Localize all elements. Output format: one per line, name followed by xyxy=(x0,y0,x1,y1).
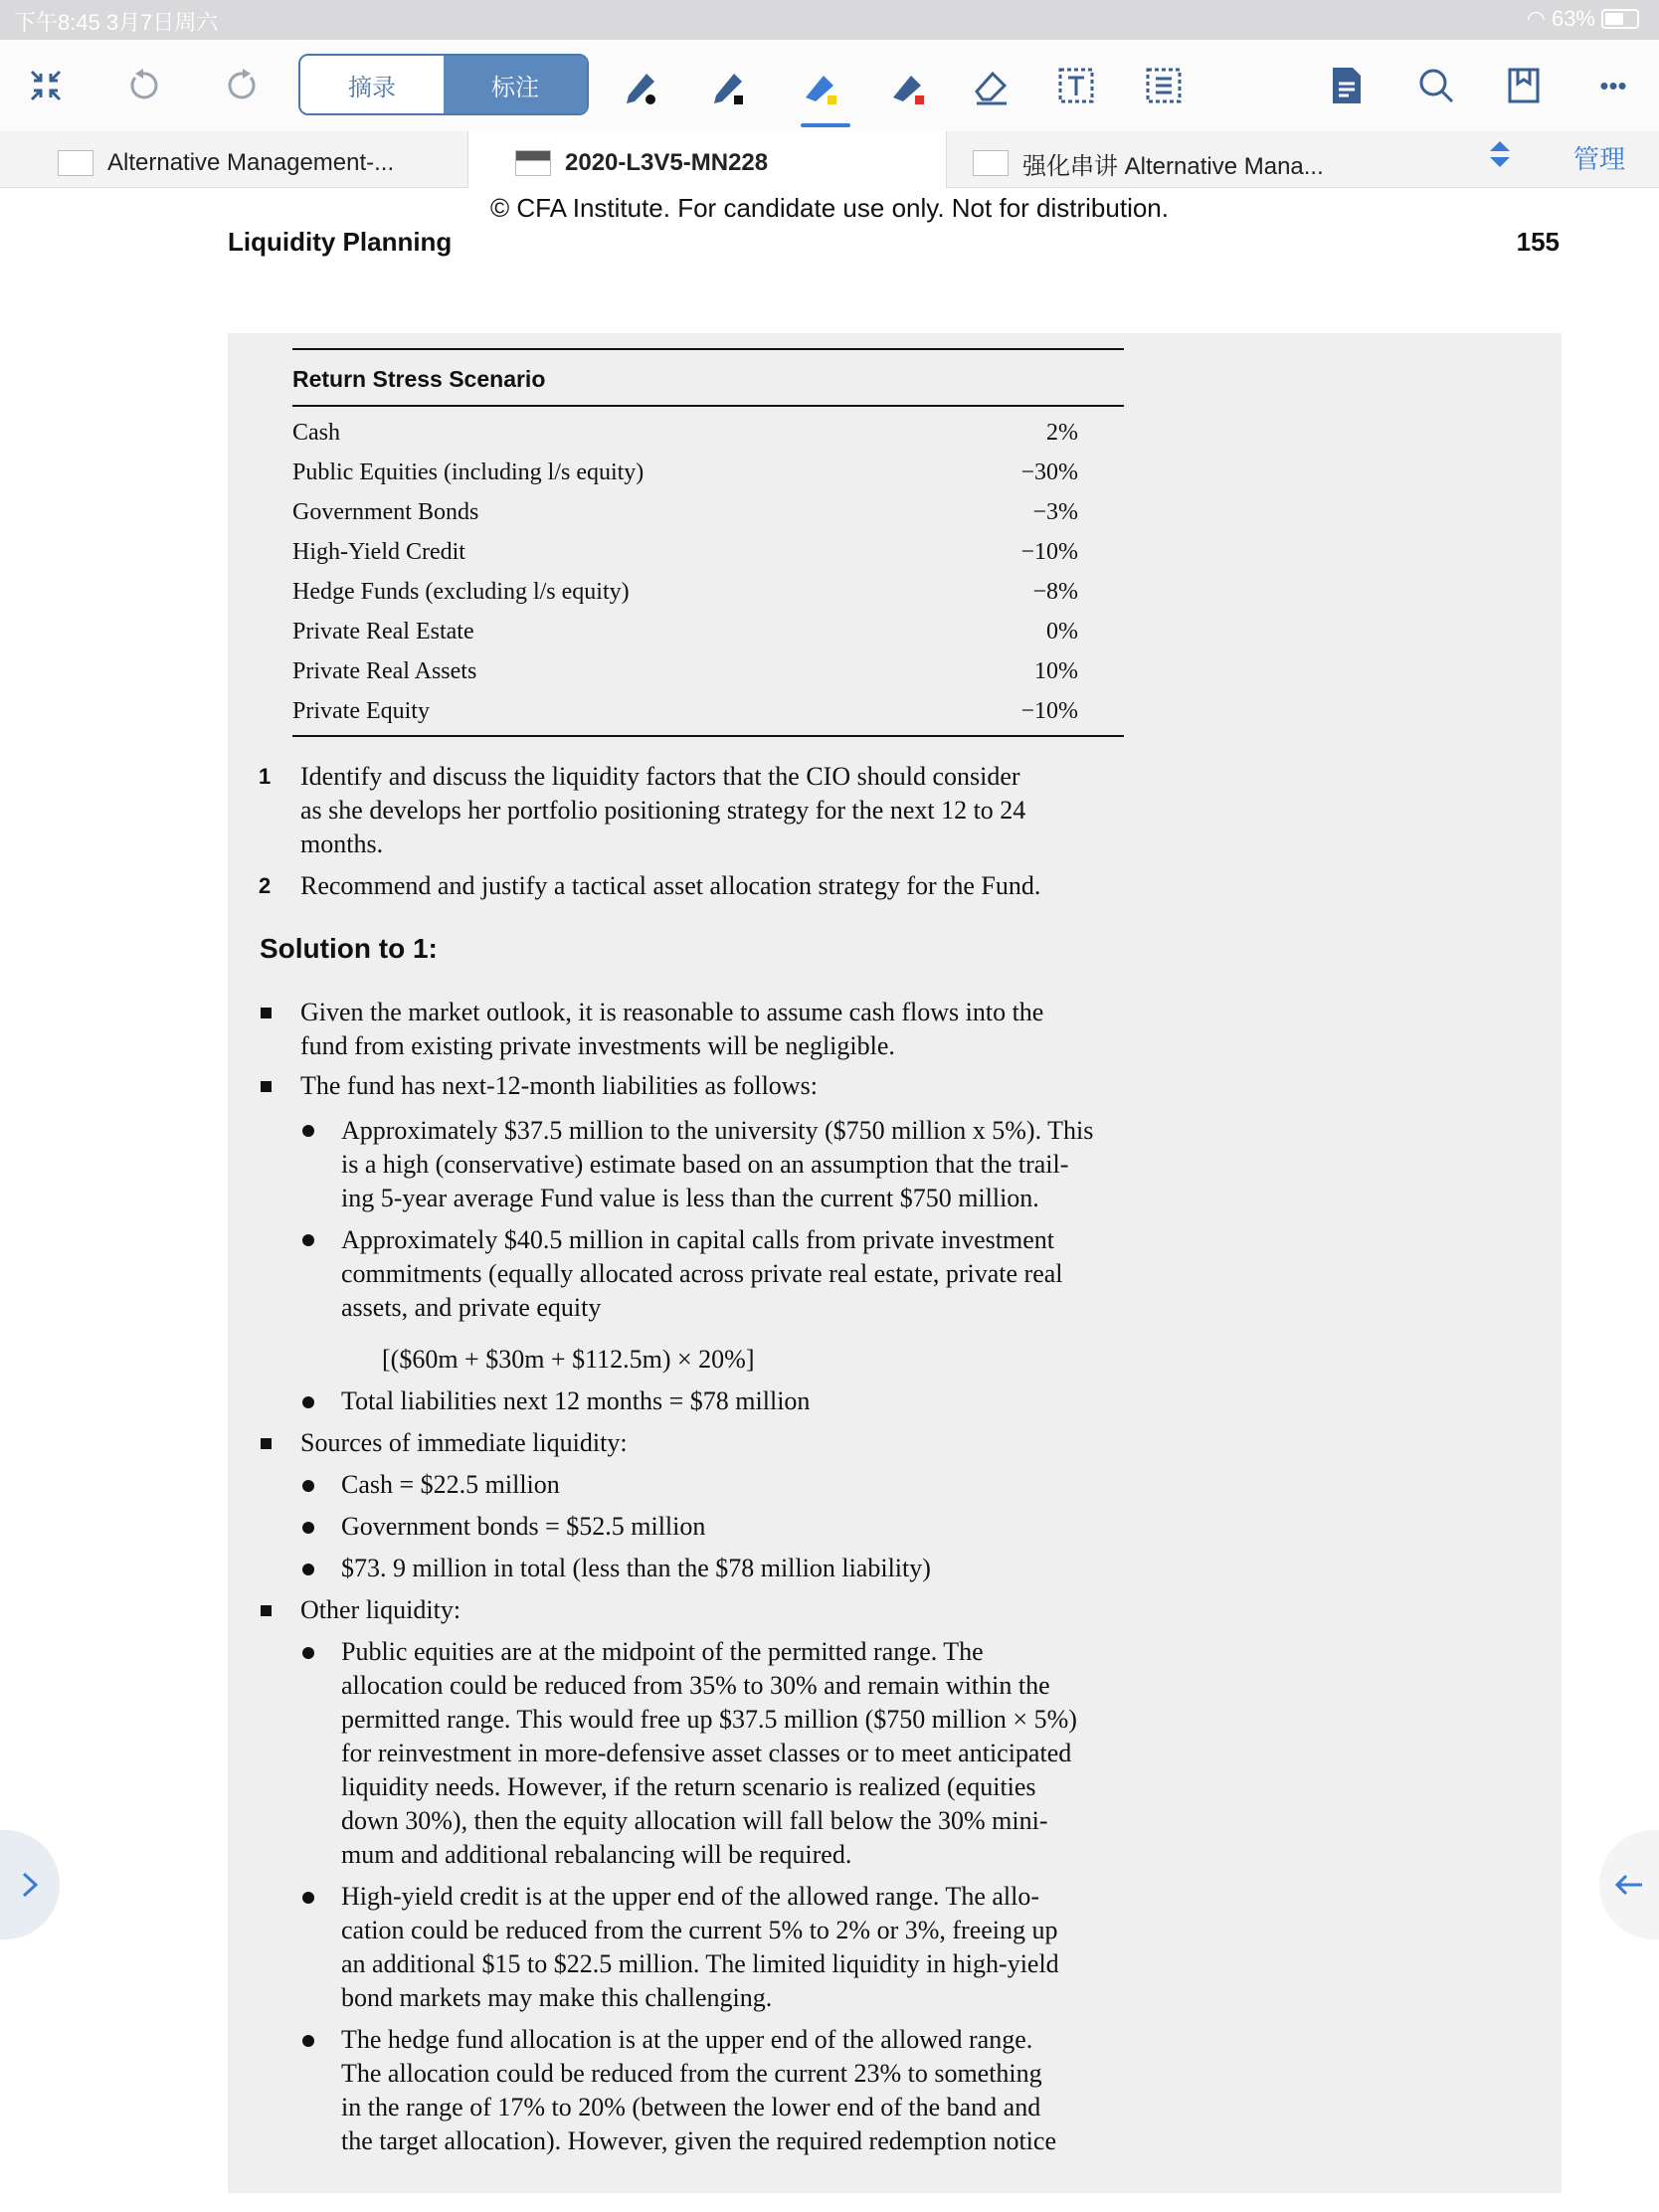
text-line: Recommend and justify a tactical asset allocation strategy for the Fund. xyxy=(300,871,1041,900)
text-line: an additional $15 to $22.5 million. The limited liquidity in high-yield xyxy=(341,1949,1059,1978)
collapse-icon[interactable] xyxy=(20,60,72,111)
solution-bullet-2 xyxy=(300,1069,818,1103)
row-label: Hedge Funds (excluding l/s equity) xyxy=(292,578,630,605)
solution-subbullet xyxy=(341,1552,931,1585)
solution-subbullet xyxy=(341,1880,1059,2015)
manage-tabs-button[interactable]: 管理 xyxy=(1572,144,1625,174)
toolbar xyxy=(0,40,1659,131)
text-line: is a high (conservative) estimate based on an assumption that the trail- xyxy=(341,1150,1069,1179)
table-row xyxy=(292,492,1124,532)
document-thumbnail-icon xyxy=(973,150,1009,176)
row-value: −10% xyxy=(1020,538,1078,565)
document-icon[interactable] xyxy=(1321,60,1373,111)
tab-label: Alternative Management-... xyxy=(107,149,395,176)
text-line: Cash = $22.5 million xyxy=(341,1470,560,1499)
text-line: down 30%), then the equity allocation will fall below the 30% mini- xyxy=(341,1806,1048,1835)
row-label: Private Equity xyxy=(292,697,430,724)
round-bullet-icon xyxy=(302,1480,314,1492)
solution-subbullet xyxy=(341,1468,560,1502)
text-line: in the range of 17% to 20% (between the lower end of the band and xyxy=(341,2093,1041,2121)
more-icon[interactable]: ••• xyxy=(1599,70,1627,100)
square-bullet-icon xyxy=(261,1605,272,1616)
text-line: Identify and discuss the liquidity factors that the CIO should consider xyxy=(300,762,1020,791)
text-line: fund from existing private investments will be negligible. xyxy=(300,1031,895,1060)
search-icon[interactable] xyxy=(1410,60,1462,111)
running-head: Liquidity Planning xyxy=(228,227,453,257)
row-label: Government Bonds xyxy=(292,498,479,525)
solution-subbullet xyxy=(341,2023,1056,2158)
row-value: −30% xyxy=(1020,459,1078,485)
redo-icon[interactable] xyxy=(217,60,269,111)
text-line: the target allocation). However, given the required redemption notice xyxy=(341,2126,1056,2155)
round-bullet-icon xyxy=(302,1396,314,1408)
status-right xyxy=(1527,6,1639,32)
highlighter-yellow-icon[interactable] xyxy=(796,60,847,111)
active-tool-indicator xyxy=(801,123,850,127)
text-line: bond markets may make this challenging. xyxy=(341,1983,773,2012)
solution-subbullet xyxy=(341,1384,810,1418)
square-bullet-icon xyxy=(261,1008,272,1018)
text-line: Sources of immediate liquidity: xyxy=(300,1428,628,1457)
segment-annotate[interactable]: 标注 xyxy=(444,56,587,113)
round-bullet-icon xyxy=(302,1234,314,1246)
tab-label: 强化串讲 Alternative Mana... xyxy=(1022,152,1324,180)
round-bullet-icon xyxy=(302,1522,314,1534)
row-value: 2% xyxy=(1046,419,1078,446)
return-stress-table xyxy=(292,348,1124,737)
solution-bullet-3 xyxy=(300,1426,628,1460)
text-line: Approximately $40.5 million in capital calls from private investment xyxy=(341,1225,1055,1254)
text-line: High-yield credit is at the upper end of the allowed range. The allo- xyxy=(341,1882,1039,1911)
row-label: Private Real Estate xyxy=(292,618,474,645)
solution-subbullet xyxy=(341,1223,1063,1325)
text-line: liquidity needs. However, if the return scenario is realized (equities xyxy=(341,1772,1036,1801)
wifi-icon: ◠ xyxy=(1526,6,1546,31)
round-bullet-icon xyxy=(302,1125,314,1137)
text-line: The hedge fund allocation is at the upper end of the allowed range. xyxy=(341,2025,1033,2054)
solution-bullet-4 xyxy=(300,1593,461,1627)
reorder-tabs-icon[interactable] xyxy=(1488,139,1512,176)
battery-percent: 63% xyxy=(1551,6,1595,31)
bookmark-icon[interactable] xyxy=(1498,60,1550,111)
question-number: 2 xyxy=(259,873,272,898)
text-line: The allocation could be reduced from the current 23% to something xyxy=(341,2059,1042,2088)
text-line: The fund has next-12-month liabilities as follows: xyxy=(300,1071,818,1100)
text-line: months. xyxy=(300,830,384,858)
round-bullet-icon xyxy=(302,1564,314,1575)
pen-icon[interactable] xyxy=(617,60,668,111)
text-line: for reinvestment in more-defensive asset classes or to meet anticipated xyxy=(341,1739,1072,1767)
list-select-icon[interactable] xyxy=(1138,60,1190,111)
solution-title: Solution to 1: xyxy=(260,933,438,964)
document-thumbnail-icon xyxy=(515,150,551,176)
table-row xyxy=(292,691,1124,731)
segment-excerpt[interactable]: 摘录 xyxy=(300,56,444,113)
text-line: Given the market outlook, it is reasonable to assume cash flows into the xyxy=(300,998,1044,1026)
row-label: Private Real Assets xyxy=(292,657,477,684)
status-time: 下午8:45 3月7日周六 xyxy=(14,10,219,35)
text-line: allocation could be reduced from 35% to 30% and remain within the xyxy=(341,1671,1050,1700)
solution-bullet-1 xyxy=(300,996,1043,1063)
text-line: mum and additional rebalancing will be required. xyxy=(341,1840,852,1869)
copyright-notice: © CFA Institute. For candidate use only. Not for distribution. xyxy=(489,193,1169,223)
text-line: Total liabilities next 12 months = $78 million xyxy=(341,1386,811,1415)
tab-2020-l3v5-mn228[interactable] xyxy=(515,141,768,185)
text-line: Public equities are at the midpoint of the permitted range. The xyxy=(341,1637,984,1666)
row-value: −8% xyxy=(1032,578,1078,605)
solution-subbullet xyxy=(341,1114,1093,1215)
question-number: 1 xyxy=(259,764,272,789)
row-label: Public Equities (including l/s equity) xyxy=(292,459,645,485)
text-line: Other liquidity: xyxy=(300,1595,461,1624)
undo-icon[interactable] xyxy=(117,60,169,111)
row-value: −10% xyxy=(1020,697,1078,724)
eraser-icon[interactable] xyxy=(965,60,1016,111)
tab-alternative-management[interactable] xyxy=(58,141,394,185)
text-line: assets, and private equity xyxy=(341,1293,602,1322)
question-text xyxy=(300,869,1156,903)
table-row xyxy=(292,651,1124,691)
table-row xyxy=(292,413,1124,453)
round-bullet-icon xyxy=(302,2035,314,2047)
row-value: 10% xyxy=(1034,657,1078,684)
text-line: permitted range. This would free up $37.5 million ($750 million × 5%) xyxy=(341,1705,1077,1734)
table-row xyxy=(292,453,1124,492)
page-number: 155 xyxy=(1516,227,1560,257)
square-bullet-icon xyxy=(261,1438,272,1449)
round-bullet-icon xyxy=(302,1647,314,1659)
mode-segmented-control xyxy=(298,54,589,115)
solution-subbullet xyxy=(341,1635,1077,1872)
text-line: $73. 9 million in total (less than the $78 million liability) xyxy=(341,1554,931,1582)
text-line: as she develops her portfolio positioning strategy for the next 12 to 24 xyxy=(300,796,1026,825)
text-box-icon[interactable] xyxy=(1050,60,1102,111)
next-page-chevron-icon[interactable] xyxy=(0,1830,60,1939)
row-value: −3% xyxy=(1032,498,1078,525)
row-value: 0% xyxy=(1046,618,1078,645)
row-label: Cash xyxy=(292,419,340,446)
table-row xyxy=(292,572,1124,612)
table-header: Return Stress Scenario xyxy=(292,350,1124,407)
document-thumbnail-icon xyxy=(58,150,93,176)
back-arrow-icon[interactable] xyxy=(1599,1830,1659,1939)
capital-call-formula: [($60m + $30m + $112.5m) × 20%] xyxy=(382,1345,755,1374)
text-line: commitments (equally allocated across private real estate, private real xyxy=(341,1259,1063,1288)
table-row xyxy=(292,612,1124,651)
text-line: cation could be reduced from the current 5% to 2% or 3%, freeing up xyxy=(341,1916,1058,1944)
square-bullet-icon xyxy=(261,1081,272,1092)
battery-icon xyxy=(1601,9,1639,29)
status-bar xyxy=(0,0,1659,40)
highlighter-red-icon[interactable] xyxy=(883,60,935,111)
table-body xyxy=(292,407,1124,737)
marker-pen-icon[interactable] xyxy=(704,60,756,111)
row-label: High-Yield Credit xyxy=(292,538,465,565)
round-bullet-icon xyxy=(302,1892,314,1904)
question-text xyxy=(300,760,1156,861)
solution-subbullet xyxy=(341,1510,705,1544)
text-line: Government bonds = $52.5 million xyxy=(341,1512,706,1541)
table-row xyxy=(292,532,1124,572)
tab-label: 2020-L3V5-MN228 xyxy=(565,149,769,176)
tab-intensive-alternative[interactable] xyxy=(973,141,1324,185)
text-line: ing 5-year average Fund value is less than the current $750 million. xyxy=(341,1184,1039,1212)
text-line: Approximately $37.5 million to the university ($750 million x 5%). This xyxy=(341,1116,1094,1145)
